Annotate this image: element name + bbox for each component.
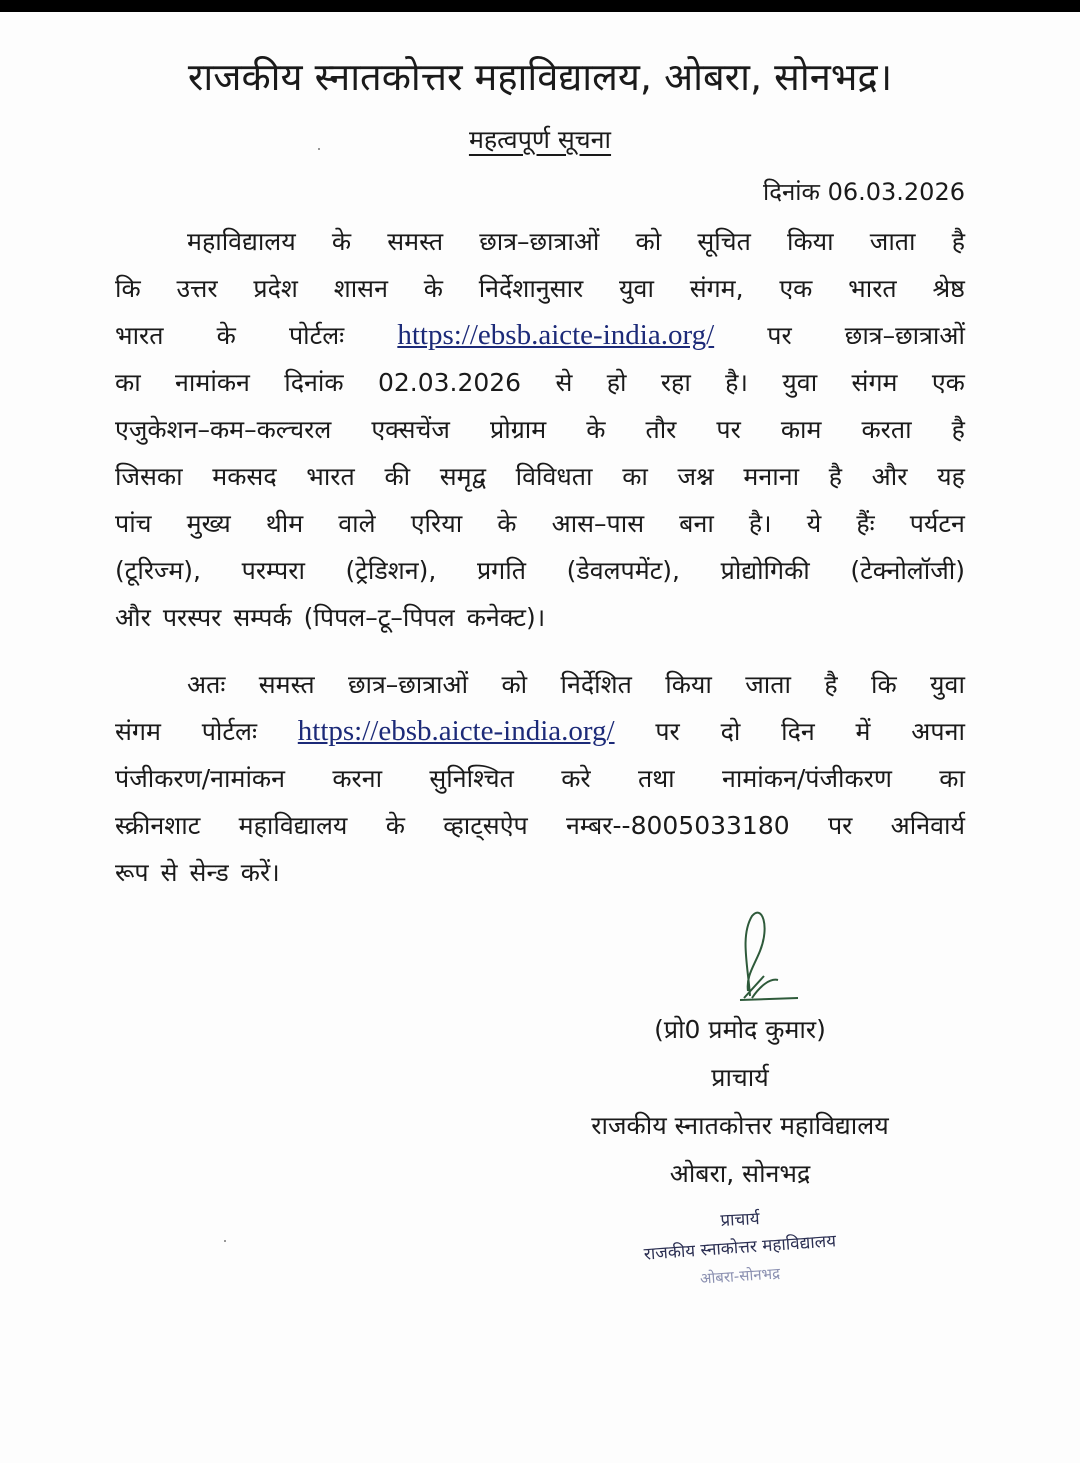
word: करे — [561, 764, 591, 793]
word: सम्पर्क — [233, 603, 292, 632]
word: संगम — [851, 368, 898, 397]
notice-page — [0, 12, 1080, 1330]
word: (टेक्नोलॉजी) — [850, 556, 965, 585]
word: को — [635, 227, 662, 256]
word: नामांकन/पंजीकरण — [721, 764, 892, 793]
word: भारत — [306, 462, 355, 491]
word: काम — [780, 415, 822, 444]
word: (पिपल–टू–पिपल — [303, 603, 455, 632]
word: पर — [767, 321, 792, 350]
word: संगम — [115, 717, 161, 746]
word: मकसद — [212, 462, 277, 491]
paragraph-1 — [115, 218, 965, 641]
word: के — [586, 415, 606, 444]
word: है। — [725, 368, 748, 397]
notice-title — [115, 120, 965, 160]
word: का — [939, 764, 965, 793]
word: जाता — [745, 670, 791, 699]
word: छात्र–छात्राओं — [844, 321, 965, 350]
word: निर्देशानुसार — [478, 274, 584, 303]
stamp-college: राजकीय स्नाकोत्तर महाविद्यालय — [643, 1231, 837, 1265]
signatory-name: (प्रो0 प्रमोद कुमार) — [654, 1015, 826, 1044]
word: ये — [806, 509, 822, 538]
signature-area — [520, 906, 960, 1290]
word: पोर्टलः — [201, 717, 257, 746]
word: का — [622, 462, 648, 491]
word: सेन्ड — [189, 858, 229, 887]
word: करना — [332, 764, 383, 793]
word: एजुकेशन–कम–कल्चरल — [115, 415, 332, 444]
word: छात्र–छात्राओं — [347, 670, 469, 699]
text-line — [115, 218, 965, 265]
word: अपना — [911, 717, 965, 746]
word: श्रेष्ठ — [932, 274, 965, 303]
word: पर्यटन — [909, 509, 965, 538]
text-line — [115, 312, 965, 359]
word: नम्बर--8005033180 — [566, 811, 790, 840]
word: आस–पास — [551, 509, 645, 538]
portal-link[interactable]: https://ebsb.aicte-india.org/ — [397, 319, 715, 351]
word: के — [497, 509, 517, 538]
word: समस्त — [387, 227, 444, 256]
word: पंजीकरण/नामांकन — [115, 764, 285, 793]
word: अनिवार्य — [890, 811, 965, 840]
word: समृद्व — [439, 462, 487, 491]
word: परस्पर — [162, 603, 222, 632]
word: सुनिश्चित — [429, 764, 514, 793]
word: के — [216, 321, 236, 350]
word: मनाना — [743, 462, 800, 491]
word: महाविद्यालय — [238, 811, 348, 840]
word: करें। — [240, 858, 280, 887]
word: एक्सचेंज — [371, 415, 450, 444]
word: युवा — [782, 368, 818, 397]
word: है — [951, 415, 965, 444]
word: (ट्रेडिशन), — [345, 556, 437, 585]
word: करता — [861, 415, 912, 444]
date-label: दिनांक — [763, 178, 820, 206]
word: दिनांक — [284, 368, 344, 397]
word: का — [115, 368, 141, 397]
word: उत्तर — [176, 274, 218, 303]
word: है। — [748, 509, 772, 538]
word: मुख्य — [186, 509, 231, 538]
word: पर — [716, 415, 741, 444]
word: दो — [720, 717, 741, 746]
word: छात्र–छात्राओं — [479, 227, 600, 256]
word: प्रदेश — [253, 274, 298, 303]
word: यह — [937, 462, 965, 491]
word: जश्न — [677, 462, 714, 491]
word: के — [385, 811, 405, 840]
word: प्रोद्योगिकी — [720, 556, 810, 585]
word: शासन — [333, 274, 388, 303]
word: युवा — [619, 274, 654, 303]
text-line — [115, 453, 965, 500]
word: जिसका — [115, 462, 183, 491]
word: और — [115, 603, 151, 632]
paragraph-2 — [115, 661, 965, 896]
text-line — [115, 849, 965, 896]
signatory-college: राजकीय स्नातकोत्तर महाविद्यालय — [591, 1111, 889, 1140]
word: कि — [115, 274, 141, 303]
word: अतः — [187, 670, 226, 699]
word: को — [501, 670, 528, 699]
word: वाले — [338, 509, 376, 538]
date-value: 06.03.2026 — [827, 178, 965, 206]
signatory-place: ओबरा, सोनभद्र — [669, 1159, 811, 1188]
word: एरिया — [410, 509, 463, 538]
word: तौर — [645, 415, 677, 444]
text-line — [115, 708, 965, 755]
signature-icon — [720, 906, 800, 1006]
word: के — [423, 274, 443, 303]
official-stamp — [520, 1206, 960, 1290]
word: की — [384, 462, 411, 491]
word: हैंः — [856, 509, 875, 538]
word: कनेक्ट)। — [466, 603, 546, 632]
word: एक — [931, 368, 965, 397]
word: परम्परा — [241, 556, 305, 585]
word: थीम — [265, 509, 304, 538]
word: से — [555, 368, 573, 397]
text-line — [115, 500, 965, 547]
word: निर्देशित — [560, 670, 632, 699]
word: महाविद्यालय — [187, 227, 296, 256]
scan-speck — [318, 148, 320, 150]
notice-title-text: महत्वपूर्ण सूचना — [468, 125, 612, 154]
word: स्क्रीनशाट — [115, 811, 201, 840]
word: के — [331, 227, 352, 256]
word: (डेवलपमेंट), — [566, 556, 681, 585]
word: रहा — [660, 368, 691, 397]
word: (टूरिज्म), — [115, 556, 202, 585]
text-line — [115, 359, 965, 406]
word: रूप — [115, 858, 149, 887]
text-line — [115, 265, 965, 312]
word: भारत — [848, 274, 897, 303]
word: प्रगति — [476, 556, 526, 585]
word: 02.03.2026 — [377, 368, 522, 397]
word: एक — [779, 274, 813, 303]
word: और — [871, 462, 908, 491]
word: पोर्टलः — [288, 321, 345, 350]
word: व्हाट्सऐप — [443, 811, 528, 840]
stamp-designation: प्राचार्य — [719, 1208, 761, 1232]
word: है — [824, 670, 838, 699]
word: समस्त — [258, 670, 315, 699]
text-line — [115, 802, 965, 849]
word: नामांकन — [175, 368, 250, 397]
notice-date — [115, 174, 965, 210]
word: पर — [655, 717, 680, 746]
word: कि — [871, 670, 897, 699]
text-line — [115, 406, 965, 453]
text-line — [115, 594, 965, 641]
word: दिन — [781, 717, 815, 746]
word: किया — [665, 670, 712, 699]
top-black-bar — [0, 0, 1080, 12]
word: है — [828, 462, 843, 491]
stamp-place: ओबरा-सोनभद्र — [699, 1264, 781, 1288]
word: है — [951, 227, 965, 256]
word: भारत — [115, 321, 164, 350]
word: युवा — [930, 670, 965, 699]
word: संगम, — [689, 274, 744, 303]
word: किया — [786, 227, 834, 256]
word: पांच — [115, 509, 152, 538]
word: में — [855, 717, 871, 746]
signatory-designation: प्राचार्य — [711, 1063, 769, 1092]
word: प्रोग्राम — [490, 415, 547, 444]
word: जाता — [869, 227, 916, 256]
word: पर — [827, 811, 853, 840]
scan-speck — [224, 1240, 226, 1242]
word: बना — [679, 509, 714, 538]
word: विविधता — [515, 462, 593, 491]
word: तथा — [637, 764, 675, 793]
word: हो — [606, 368, 627, 397]
portal-link[interactable]: https://ebsb.aicte-india.org/ — [297, 715, 615, 747]
text-line — [115, 755, 965, 802]
college-title: राजकीय स्नातकोत्तर महाविद्यालय, ओबरा, सोनभद्र। — [187, 55, 893, 99]
text-line — [115, 661, 965, 708]
text-line — [115, 547, 965, 594]
word: सूचित — [697, 227, 751, 256]
word: से — [160, 858, 178, 887]
